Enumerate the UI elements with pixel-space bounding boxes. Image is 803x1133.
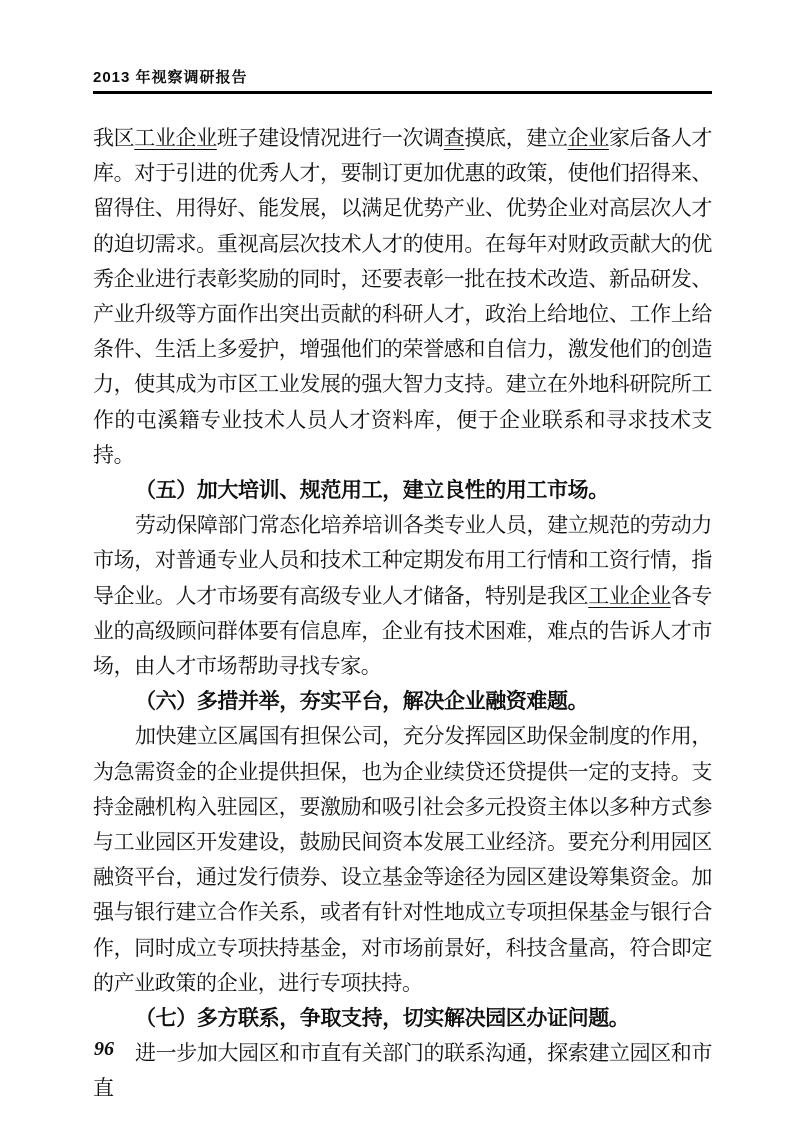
text-run: （五）加大培训、规范用工，建立良性的用工市场。 (135, 478, 609, 503)
text-run: 我区 (93, 126, 135, 150)
underlined-text: 查 (443, 126, 465, 150)
document-body (93, 121, 712, 1107)
text-run: 进一步加大园区和市直有关部门的联系沟通，探索建立园区和市直 (93, 1041, 712, 1101)
text-run: 劳动保障部门常态化培养培训各类专业人员，建立规范的劳动力市场，对普通专业人员和技术工种定期发布用工行情和工资行情，指导企业。人才市场要有高级专业人才储备，特别是我区 (93, 513, 712, 608)
section-heading (93, 473, 712, 508)
text-run: 家后备人才库。对于引进的优秀人才，要制订更加优惠的政策，使他们招得来、留得住、用得好、能发展，以满足优势产业、优势企业对高层次人才的迫切需求。重视高层次技术人才的使用。在每年对财政贡献大的优秀企业进行表彰奖励的同时，还要表彰一批在技术改造、新品研发、产业升级等方面作出突出贡献的科研人才，政治上给地位、工作上给条件、生活上多爱护，增强他们的荣誉感和自信力，激发他们的创造力，使其成为市区工业发展的强大智力支持。建立在外地科研院所工作的屯溪籍专业技术人员人才资料库，便于企业联系和寻求技术支持。 (93, 126, 713, 467)
paragraph (93, 121, 712, 473)
text-run: （七）多方联系，争取支持，切实解决园区办证问题。 (135, 1006, 630, 1031)
page-number: 96 (94, 1038, 114, 1060)
underlined-text: 工业企业 (588, 583, 671, 608)
header-rule (93, 91, 712, 94)
paragraph (93, 1036, 712, 1106)
text-run: （六）多措并举，夯实平台，解决企业融资难题。 (135, 689, 589, 714)
section-heading (93, 684, 712, 719)
paragraph (93, 719, 712, 1001)
text-run: 摸底，建立 (464, 126, 568, 150)
text-run: 班子建设情况进行一次调 (216, 126, 444, 150)
paragraph (93, 508, 712, 684)
header-title: 2013 年视察调研报告 (93, 69, 248, 86)
page-header (93, 66, 712, 87)
section-heading (93, 1001, 712, 1036)
text-run: 加快建立区属国有担保公司，充分发挥园区助保金制度的作用，为急需资金的企业提供担保，也为企业续贷还贷提供一定的支持。支持金融机构入驻园区，要激励和吸引社会多元投资主体以多种方式参与工业园区开发建设，鼓励民间资本发展工业经济。要充分利用园区融资平台，通过发行债券、设立基金等途径为园区建设筹集资金。加强与银行建立合作关系，或者有针对性地成立专项担保基金与银行合作，同时成立专项扶持基金，对市场前景好，科技含量高，符合即定的产业政策的企业，进行专项扶持。 (93, 724, 712, 995)
underlined-text: 工业企业 (134, 126, 217, 150)
underlined-text: 企业 (567, 126, 609, 150)
text-run: 各专业的高级顾问群体要有信息库，企业有技术困难，难点的告诉人才市场，由人才市场帮助寻找专家。 (93, 583, 712, 679)
